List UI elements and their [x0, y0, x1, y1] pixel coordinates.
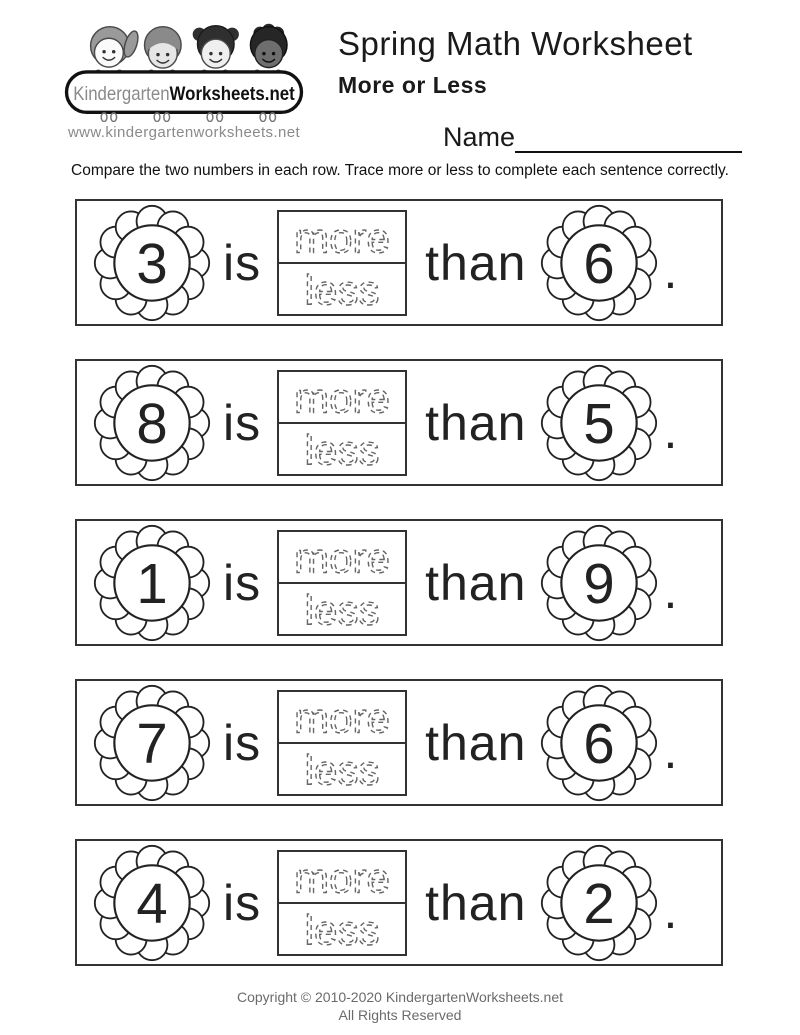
right-number-flower: [540, 204, 658, 322]
right-number: 5: [583, 391, 616, 455]
page-footer: [0, 988, 800, 1024]
trace-more-cell[interactable]: [279, 212, 405, 264]
is-label: is: [223, 874, 262, 931]
page-subtitle: More or Less: [338, 72, 488, 99]
trace-more-word: more: [294, 694, 390, 741]
trace-more-cell[interactable]: [279, 852, 405, 904]
trace-more-word: more: [294, 214, 390, 261]
name-row: [443, 122, 742, 153]
period-label: .: [663, 882, 678, 939]
right-number-flower: [540, 524, 658, 642]
more-less-trace-box[interactable]: [277, 850, 407, 956]
right-number-flower: [540, 684, 658, 802]
trace-more-word: more: [294, 534, 390, 581]
comparison-row: [75, 519, 723, 646]
comparison-row: [75, 679, 723, 806]
trace-more-word: more: [294, 374, 390, 421]
trace-less-word: less: [304, 266, 380, 313]
trace-more-word: more: [294, 854, 390, 901]
more-less-trace-box[interactable]: [277, 370, 407, 476]
comparison-row: [75, 359, 723, 486]
is-label: is: [223, 554, 262, 611]
left-number-flower: [93, 844, 211, 962]
left-number-flower: [93, 524, 211, 642]
than-label: than: [425, 554, 527, 611]
right-number-flower: [540, 364, 658, 482]
kids-feet: [101, 113, 275, 122]
more-less-trace-box[interactable]: [277, 210, 407, 316]
logo-url: www.kindergartenworksheets.net: [67, 124, 301, 141]
trace-less-word: less: [304, 746, 380, 793]
more-less-trace-box[interactable]: [277, 530, 407, 636]
trace-more-cell[interactable]: [279, 372, 405, 424]
right-number: 9: [583, 551, 616, 615]
period-label: .: [663, 722, 678, 779]
left-number-flower: [93, 204, 211, 322]
left-number: 3: [136, 231, 168, 295]
trace-less-word: less: [304, 586, 380, 633]
trace-less-cell[interactable]: [279, 264, 405, 314]
kid-girl-ponytail-icon: [91, 27, 141, 67]
title-block: [338, 25, 768, 152]
copyright-text: Copyright © 2010-2020 KindergartenWorksheets.net: [236, 989, 564, 1005]
instruction-text: Compare the two numbers in each row. Trace more or less to complete each sentence correctly.: [71, 162, 729, 179]
than-label: than: [425, 234, 527, 291]
right-number-flower: [540, 844, 658, 962]
logo-banner-text: KindergartenWorksheets.net: [73, 83, 296, 105]
name-write-line[interactable]: [515, 123, 742, 153]
kid-girl-pigtails-icon: [193, 26, 239, 68]
left-number-flower: [93, 364, 211, 482]
site-logo: [58, 18, 310, 141]
kid-boy-icon: [145, 27, 182, 68]
trace-less-word: less: [304, 906, 380, 953]
is-label: is: [223, 394, 262, 451]
period-label: .: [663, 402, 678, 459]
than-label: than: [425, 394, 527, 451]
more-less-trace-box[interactable]: [277, 690, 407, 796]
comparison-rows: [75, 199, 723, 999]
left-number: 8: [136, 391, 168, 455]
comparison-row: [75, 839, 723, 966]
trace-less-cell[interactable]: [279, 584, 405, 634]
left-number: 1: [136, 551, 168, 615]
trace-less-word: less: [304, 426, 380, 473]
left-number-flower: [93, 684, 211, 802]
than-label: than: [425, 874, 527, 931]
right-number: 2: [583, 871, 616, 935]
right-number: 6: [583, 231, 616, 295]
trace-more-cell[interactable]: [279, 692, 405, 744]
period-label: .: [663, 562, 678, 619]
period-label: .: [663, 242, 678, 299]
left-number: 7: [136, 711, 168, 775]
kids-logo-illustration: [58, 18, 310, 122]
right-number: 6: [583, 711, 616, 775]
trace-less-cell[interactable]: [279, 744, 405, 794]
left-number: 4: [136, 871, 168, 935]
is-label: is: [223, 234, 262, 291]
trace-more-cell[interactable]: [279, 532, 405, 584]
trace-less-cell[interactable]: [279, 904, 405, 954]
kid-boy-curly-icon: [250, 24, 287, 68]
name-label: Name: [443, 122, 516, 152]
comparison-row: [75, 199, 723, 326]
than-label: than: [425, 714, 527, 771]
trace-less-cell[interactable]: [279, 424, 405, 474]
is-label: is: [223, 714, 262, 771]
rights-text: All Rights Reserved: [338, 1007, 462, 1023]
page-title: Spring Math Worksheet: [338, 25, 693, 62]
